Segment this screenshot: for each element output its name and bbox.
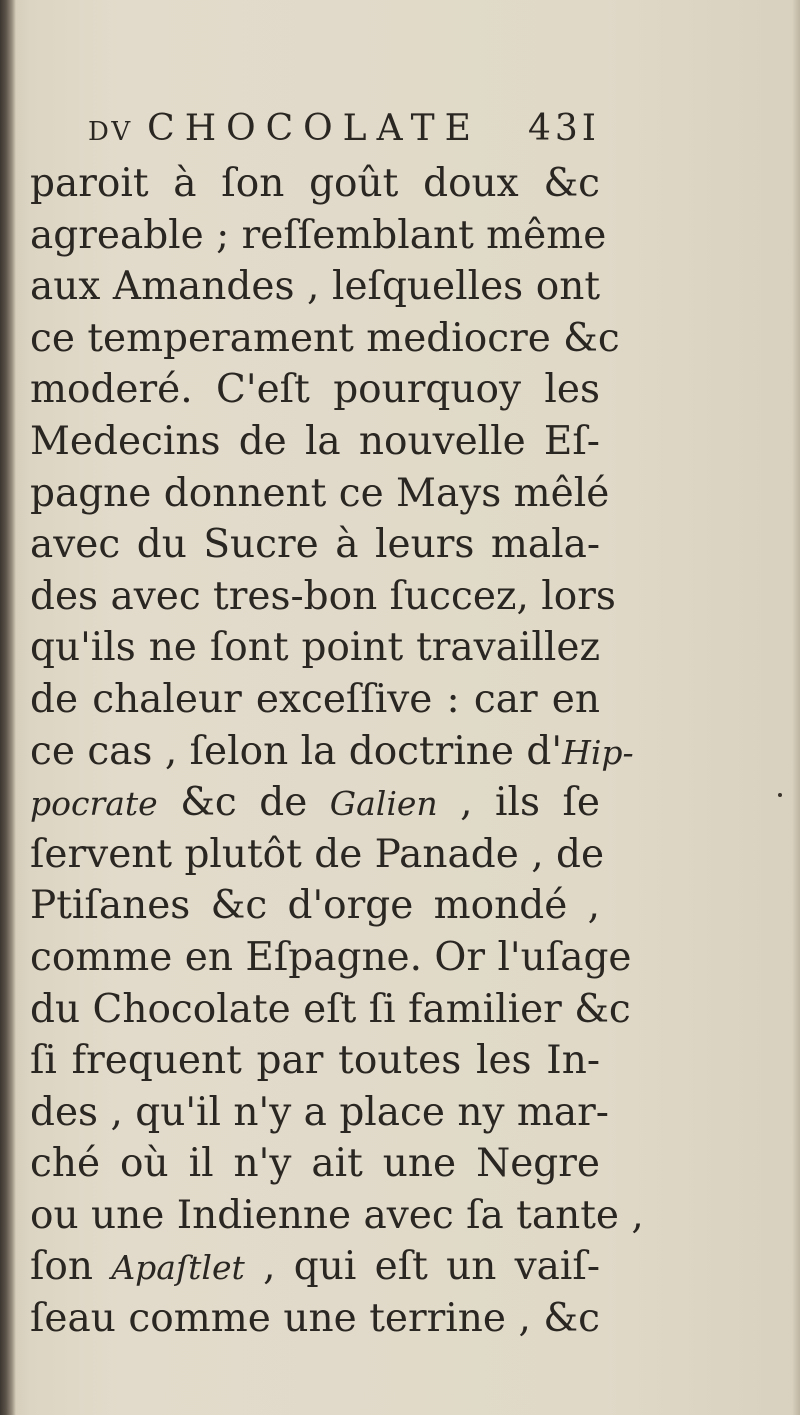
text-segment: qu'ils ne ſont point travaillez	[30, 625, 600, 671]
text-line	[30, 313, 620, 365]
book-gutter-shadow	[0, 0, 16, 1415]
text-line	[30, 416, 600, 468]
text-segment: ce temperament mediocre &c	[30, 315, 620, 361]
text-line	[30, 932, 632, 984]
text-line	[30, 622, 600, 674]
text-line	[30, 726, 634, 778]
text-segment: ou une Indienne avec ſa tante ,	[30, 1192, 644, 1238]
ink-speck	[778, 793, 782, 797]
text-segment: ſon	[30, 1244, 112, 1290]
text-segment: Ptiſanes &c d'orge mondé ,	[30, 883, 600, 929]
text-segment: , qui eſt un vaiſ-	[244, 1244, 600, 1290]
running-title-prefix: DV	[88, 117, 134, 147]
text-line	[30, 364, 600, 416]
text-line	[30, 1087, 609, 1139]
text-segment: , ils ſe	[437, 780, 600, 826]
italic-text: pocrate	[30, 784, 158, 824]
text-segment: des , qu'il n'y a place ny mar-	[30, 1089, 609, 1135]
text-line	[30, 1138, 600, 1190]
text-segment: ſi frequent par toutes les In-	[30, 1038, 600, 1084]
page-number: 43I	[527, 108, 600, 149]
text-line	[30, 158, 600, 210]
text-segment: agreable ; reſſemblant même	[30, 212, 607, 258]
text-line	[30, 777, 600, 829]
text-line	[30, 261, 600, 313]
text-segment: ché où il n'y ait une Negre	[30, 1141, 600, 1187]
text-segment: du Chocolate eſt ſi familier &c	[30, 986, 631, 1032]
text-line	[30, 1293, 600, 1345]
running-title	[88, 108, 481, 149]
italic-text: Apaſtlet	[111, 1248, 245, 1288]
running-header	[30, 108, 600, 158]
text-segment: des avec tres-bon ſuccez, lors	[30, 573, 616, 619]
text-line	[30, 829, 605, 881]
italic-text: Galien	[329, 784, 438, 824]
italic-text: Hip-	[562, 732, 634, 772]
page-edge	[792, 0, 800, 1415]
text-line	[30, 1035, 600, 1087]
text-line	[30, 210, 607, 262]
text-segment: ſervent plutôt de Panade , de	[30, 831, 605, 877]
text-segment: ce cas , ſelon la doctrine d'	[30, 728, 563, 774]
text-segment: ſeau comme une terrine , &c	[30, 1296, 600, 1342]
text-line	[30, 1241, 600, 1293]
body-text	[30, 158, 644, 1345]
text-line	[30, 674, 600, 726]
running-title-main: CHOCOLATE	[147, 108, 481, 149]
text-segment: moderé. C'eſt pourquoy les	[30, 367, 600, 413]
text-segment: Medecins de la nouvelle Eſ-	[30, 418, 600, 464]
text-segment: de chaleur exceſſive : car en	[30, 676, 600, 722]
text-line	[30, 468, 610, 520]
text-segment: paroit à ſon goût doux &c	[30, 161, 600, 206]
text-line	[30, 1190, 644, 1242]
text-segment: comme en Eſpagne. Or l'uſage	[30, 934, 632, 980]
text-block	[30, 108, 644, 1345]
text-segment: aux Amandes , leſquelles ont	[30, 264, 600, 310]
text-segment: avec du Sucre à leurs mala-	[30, 522, 600, 568]
text-line	[30, 984, 631, 1036]
text-segment: &c de	[157, 780, 330, 826]
text-line	[30, 880, 600, 932]
text-line	[30, 519, 600, 571]
text-segment: pagne donnent ce Mays mêlé	[30, 470, 610, 516]
text-line	[30, 571, 616, 623]
